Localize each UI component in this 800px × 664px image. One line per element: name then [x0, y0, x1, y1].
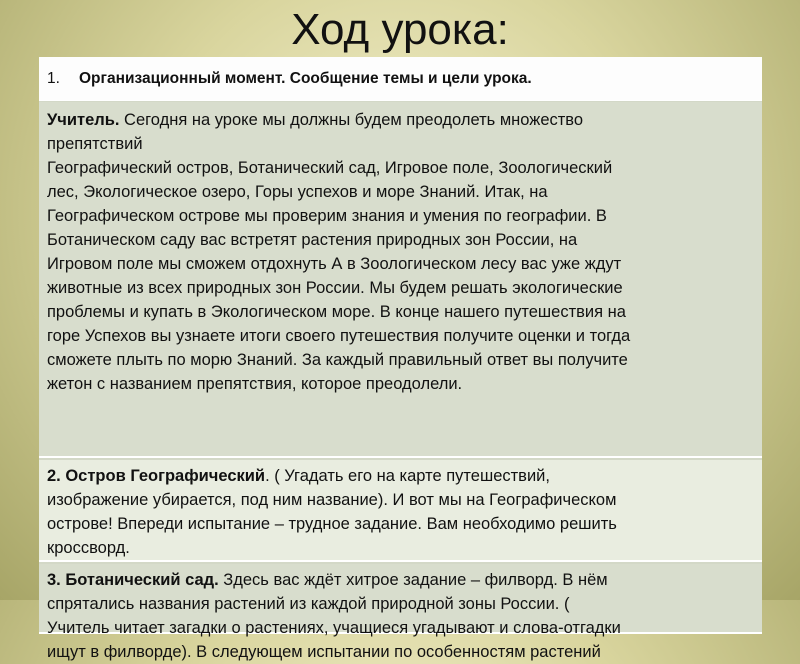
header-number: 1.: [47, 70, 60, 87]
lesson-table: [39, 57, 762, 661]
row1-line-0: Сегодня на уроке мы должны будем преодолеть множество: [119, 111, 584, 129]
table-row-botanical-garden: [39, 564, 762, 661]
row3-line-1: спрятались названия растений из каждой природной зоны России. (: [47, 595, 570, 613]
row2-lead: 2. Остров Географический: [47, 467, 266, 485]
row1-line-1: препятствий: [47, 135, 143, 153]
row1-line-11: жетон с названием препятствия, которое преодолели.: [47, 375, 463, 393]
row2-line-2: острове! Впереди испытание – трудное задание. Вам необходимо решить: [47, 515, 617, 533]
row1-line-9: горе Успехов вы узнаете итоги своего путешествия получите оценки и тогда: [47, 327, 631, 345]
header-text: Организационный момент. Сообщение темы и цели урока.: [79, 70, 532, 87]
row1-line-8: проблемы и купать в Экологическом море. В конце нашего путешествия на: [47, 303, 626, 321]
row2-line-0: . ( Угадать его на карте путешествий,: [265, 467, 550, 485]
table-row-teacher-intro: [39, 102, 762, 458]
row3-line-0: Здесь вас ждёт хитрое задание – филворд. В нём: [218, 571, 608, 589]
table-row-geographic-island: [39, 460, 762, 562]
row3-lead: 3. Ботанический сад.: [47, 571, 219, 589]
row1-line-5: Ботаническом саду вас встретят растения природных зон России, на: [47, 231, 578, 249]
row1-line-10: сможете плыть по морю Знаний. За каждый правильный ответ вы получите: [47, 351, 628, 369]
row2-line-1: изображение убирается, под ним название). И вот мы на Географическом: [47, 491, 617, 509]
row1-line-3: лес, Экологическое озеро, Горы успехов и море Знаний. Итак, на: [47, 183, 548, 201]
slide-title: Ход урока:: [291, 5, 509, 54]
row3-line-2: Учитель читает загадки о растениях, учащиеся угадывают и слова-отгадки: [47, 619, 621, 637]
row1-line-2: Географический остров, Ботанический сад, Игровое поле, Зоологический: [47, 159, 613, 177]
row1-line-4: Географическом острове мы проверим знания и умения по географии. В: [47, 207, 607, 225]
row1-line-7: животные из всех природных зон России. Мы будем решать экологические: [47, 279, 623, 297]
table-header-row: [39, 57, 762, 101]
row1-lead: Учитель.: [47, 111, 120, 129]
row3-line-3: ищут в филворде). В следующем испытании по особенностям растений: [47, 643, 601, 661]
row2-line-3: кроссворд.: [47, 539, 130, 557]
row1-line-6: Игровом поле мы сможем отдохнуть А в Зоологическом лесу вас уже ждут: [47, 255, 622, 273]
